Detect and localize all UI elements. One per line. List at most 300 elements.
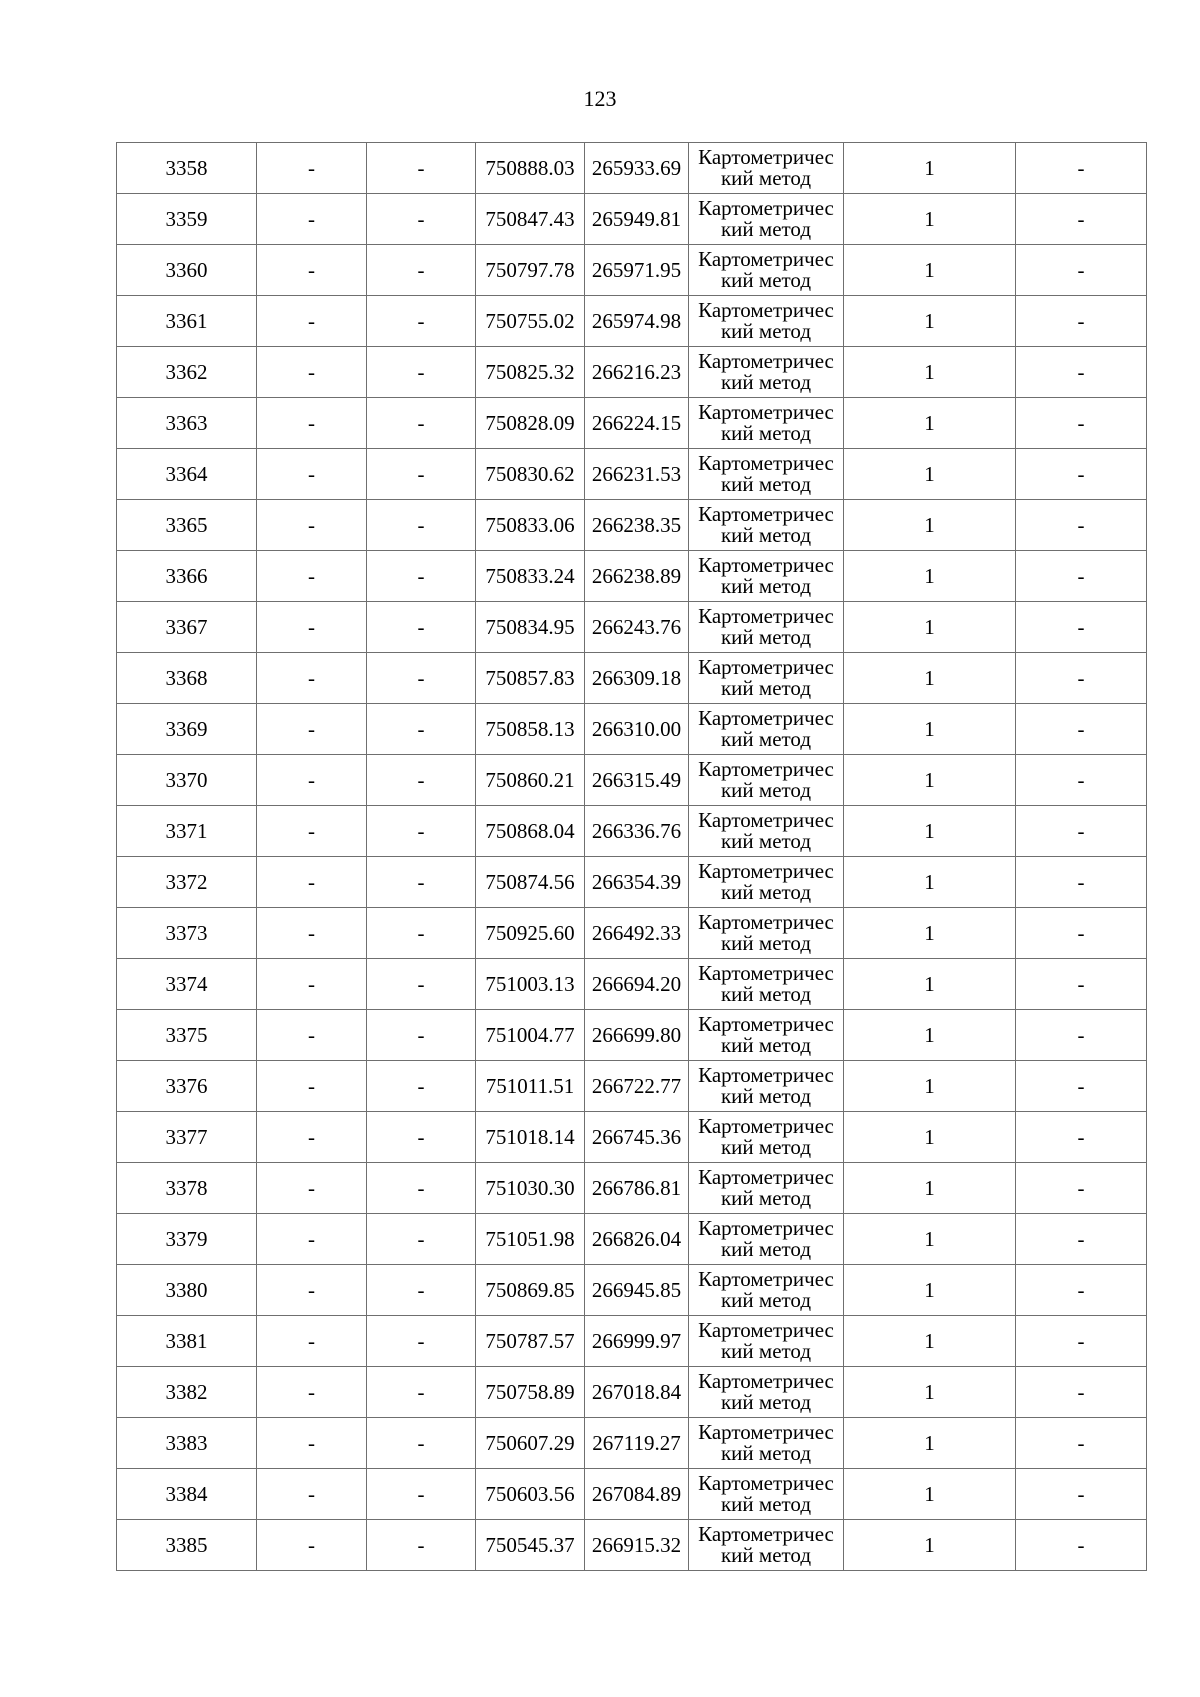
column-2-cell: - — [257, 1112, 367, 1163]
y-coordinate-cell: 267084.89 — [585, 1469, 689, 1520]
y-coordinate-cell: 266231.53 — [585, 449, 689, 500]
y-coordinate-cell: 266699.80 — [585, 1010, 689, 1061]
method-cell — [689, 653, 844, 704]
method-line-2: кий метод — [720, 1033, 812, 1057]
x-coordinate-cell: 750925.60 — [476, 908, 585, 959]
column-2-cell: - — [257, 551, 367, 602]
column-7-cell: 1 — [844, 857, 1016, 908]
column-3-cell: - — [367, 449, 476, 500]
column-7-cell: 1 — [844, 1265, 1016, 1316]
x-coordinate-cell: 750857.83 — [476, 653, 585, 704]
y-coordinate-cell: 266216.23 — [585, 347, 689, 398]
point-number-cell: 3363 — [117, 398, 257, 449]
method-line-2: кий метод — [720, 1135, 812, 1159]
x-coordinate-cell: 750607.29 — [476, 1418, 585, 1469]
column-2-cell: - — [257, 704, 367, 755]
table-row — [117, 653, 1147, 704]
y-coordinate-cell: 267119.27 — [585, 1418, 689, 1469]
x-coordinate-cell: 750545.37 — [476, 1520, 585, 1571]
method-cell — [689, 1265, 844, 1316]
x-coordinate-cell: 750869.85 — [476, 1265, 585, 1316]
method-cell — [689, 704, 844, 755]
table-row — [117, 959, 1147, 1010]
method-line-1: Картометричес — [698, 247, 834, 271]
method-line-2: кий метод — [720, 676, 812, 700]
column-7-cell: 1 — [844, 602, 1016, 653]
column-8-cell: - — [1016, 1163, 1147, 1214]
table-row — [117, 194, 1147, 245]
column-8-cell: - — [1016, 1418, 1147, 1469]
column-2-cell: - — [257, 755, 367, 806]
point-number-cell: 3365 — [117, 500, 257, 551]
point-number-cell: 3358 — [117, 143, 257, 194]
column-7-cell: 1 — [844, 1010, 1016, 1061]
method-line-1: Картометричес — [698, 910, 834, 934]
method-line-1: Картометричес — [698, 706, 834, 730]
method-line-2: кий метод — [720, 829, 812, 853]
y-coordinate-cell: 266915.32 — [585, 1520, 689, 1571]
x-coordinate-cell: 750860.21 — [476, 755, 585, 806]
table-row — [117, 857, 1147, 908]
point-number-cell: 3383 — [117, 1418, 257, 1469]
column-8-cell: - — [1016, 1061, 1147, 1112]
method-cell — [689, 857, 844, 908]
method-cell — [689, 602, 844, 653]
column-8-cell: - — [1016, 602, 1147, 653]
point-number-cell: 3370 — [117, 755, 257, 806]
column-3-cell: - — [367, 1112, 476, 1163]
y-coordinate-cell: 266224.15 — [585, 398, 689, 449]
method-cell — [689, 959, 844, 1010]
column-3-cell: - — [367, 653, 476, 704]
column-7-cell: 1 — [844, 1520, 1016, 1571]
method-cell — [689, 1061, 844, 1112]
column-7-cell: 1 — [844, 908, 1016, 959]
column-2-cell: - — [257, 194, 367, 245]
column-2-cell: - — [257, 1061, 367, 1112]
method-line-2: кий метод — [720, 1441, 812, 1465]
column-2-cell: - — [257, 1469, 367, 1520]
point-number-cell: 3377 — [117, 1112, 257, 1163]
point-number-cell: 3375 — [117, 1010, 257, 1061]
column-8-cell: - — [1016, 908, 1147, 959]
x-coordinate-cell: 750868.04 — [476, 806, 585, 857]
column-2-cell: - — [257, 857, 367, 908]
y-coordinate-cell: 265974.98 — [585, 296, 689, 347]
method-line-1: Картометричес — [698, 1063, 834, 1087]
column-3-cell: - — [367, 1520, 476, 1571]
column-3-cell: - — [367, 1163, 476, 1214]
table-row — [117, 347, 1147, 398]
table-row — [117, 1265, 1147, 1316]
column-2-cell: - — [257, 653, 367, 704]
method-line-2: кий метод — [720, 880, 812, 904]
method-cell — [689, 398, 844, 449]
column-7-cell: 1 — [844, 1418, 1016, 1469]
x-coordinate-cell: 750758.89 — [476, 1367, 585, 1418]
column-8-cell: - — [1016, 245, 1147, 296]
column-2-cell: - — [257, 449, 367, 500]
point-number-cell: 3385 — [117, 1520, 257, 1571]
method-line-1: Картометричес — [698, 1522, 834, 1546]
point-number-cell: 3372 — [117, 857, 257, 908]
method-line-2: кий метод — [720, 1492, 812, 1516]
x-coordinate-cell: 751030.30 — [476, 1163, 585, 1214]
column-3-cell: - — [367, 347, 476, 398]
y-coordinate-cell: 266826.04 — [585, 1214, 689, 1265]
y-coordinate-cell: 266310.00 — [585, 704, 689, 755]
method-line-1: Картометричес — [698, 604, 834, 628]
column-3-cell: - — [367, 143, 476, 194]
y-coordinate-cell: 266238.89 — [585, 551, 689, 602]
column-2-cell: - — [257, 959, 367, 1010]
column-8-cell: - — [1016, 806, 1147, 857]
method-line-1: Картометричес — [698, 1012, 834, 1036]
column-8-cell: - — [1016, 449, 1147, 500]
method-line-1: Картометричес — [698, 553, 834, 577]
method-line-2: кий метод — [720, 166, 812, 190]
column-8-cell: - — [1016, 500, 1147, 551]
method-line-1: Картометричес — [698, 502, 834, 526]
column-8-cell: - — [1016, 653, 1147, 704]
x-coordinate-cell: 750797.78 — [476, 245, 585, 296]
column-8-cell: - — [1016, 1265, 1147, 1316]
column-3-cell: - — [367, 1214, 476, 1265]
method-cell — [689, 1163, 844, 1214]
table-row — [117, 1112, 1147, 1163]
table-row — [117, 602, 1147, 653]
column-8-cell: - — [1016, 296, 1147, 347]
column-7-cell: 1 — [844, 704, 1016, 755]
method-cell — [689, 1316, 844, 1367]
method-line-1: Картометричес — [698, 808, 834, 832]
column-3-cell: - — [367, 1265, 476, 1316]
x-coordinate-cell: 751003.13 — [476, 959, 585, 1010]
y-coordinate-cell: 266999.97 — [585, 1316, 689, 1367]
column-7-cell: 1 — [844, 653, 1016, 704]
method-line-2: кий метод — [720, 1288, 812, 1312]
y-coordinate-cell: 266945.85 — [585, 1265, 689, 1316]
column-3-cell: - — [367, 245, 476, 296]
point-number-cell: 3382 — [117, 1367, 257, 1418]
method-cell — [689, 908, 844, 959]
column-2-cell: - — [257, 1265, 367, 1316]
x-coordinate-cell: 750755.02 — [476, 296, 585, 347]
method-line-1: Картометричес — [698, 1369, 834, 1393]
method-line-1: Картометричес — [698, 451, 834, 475]
table-row — [117, 1316, 1147, 1367]
method-line-1: Картометричес — [698, 349, 834, 373]
column-2-cell: - — [257, 245, 367, 296]
method-line-1: Картометричес — [698, 400, 834, 424]
column-8-cell: - — [1016, 1469, 1147, 1520]
x-coordinate-cell: 751004.77 — [476, 1010, 585, 1061]
y-coordinate-cell: 266722.77 — [585, 1061, 689, 1112]
x-coordinate-cell: 750858.13 — [476, 704, 585, 755]
method-line-2: кий метод — [720, 370, 812, 394]
table-row — [117, 755, 1147, 806]
column-2-cell: - — [257, 296, 367, 347]
point-number-cell: 3368 — [117, 653, 257, 704]
column-3-cell: - — [367, 1418, 476, 1469]
column-7-cell: 1 — [844, 398, 1016, 449]
method-cell — [689, 755, 844, 806]
table-row — [117, 245, 1147, 296]
method-cell — [689, 1214, 844, 1265]
column-8-cell: - — [1016, 1010, 1147, 1061]
method-cell — [689, 143, 844, 194]
x-coordinate-cell: 751011.51 — [476, 1061, 585, 1112]
method-line-2: кий метод — [720, 931, 812, 955]
table-row — [117, 143, 1147, 194]
column-7-cell: 1 — [844, 1469, 1016, 1520]
table-row — [117, 296, 1147, 347]
x-coordinate-cell: 750830.62 — [476, 449, 585, 500]
coordinates-table — [116, 142, 1147, 1571]
x-coordinate-cell: 750825.32 — [476, 347, 585, 398]
method-cell — [689, 194, 844, 245]
table-row — [117, 398, 1147, 449]
column-2-cell: - — [257, 1367, 367, 1418]
y-coordinate-cell: 266786.81 — [585, 1163, 689, 1214]
column-8-cell: - — [1016, 551, 1147, 602]
point-number-cell: 3362 — [117, 347, 257, 398]
column-7-cell: 1 — [844, 1316, 1016, 1367]
column-3-cell: - — [367, 194, 476, 245]
y-coordinate-cell: 267018.84 — [585, 1367, 689, 1418]
column-2-cell: - — [257, 1520, 367, 1571]
method-line-2: кий метод — [720, 727, 812, 751]
column-8-cell: - — [1016, 1367, 1147, 1418]
method-cell — [689, 1520, 844, 1571]
column-8-cell: - — [1016, 143, 1147, 194]
method-line-1: Картометричес — [698, 145, 834, 169]
column-8-cell: - — [1016, 1214, 1147, 1265]
column-8-cell: - — [1016, 194, 1147, 245]
method-line-2: кий метод — [720, 1084, 812, 1108]
point-number-cell: 3380 — [117, 1265, 257, 1316]
column-7-cell: 1 — [844, 245, 1016, 296]
y-coordinate-cell: 266238.35 — [585, 500, 689, 551]
table-row — [117, 1418, 1147, 1469]
column-3-cell: - — [367, 704, 476, 755]
point-number-cell: 3367 — [117, 602, 257, 653]
method-cell — [689, 806, 844, 857]
column-8-cell: - — [1016, 704, 1147, 755]
x-coordinate-cell: 750874.56 — [476, 857, 585, 908]
point-number-cell: 3381 — [117, 1316, 257, 1367]
method-cell — [689, 1418, 844, 1469]
y-coordinate-cell: 265933.69 — [585, 143, 689, 194]
method-line-2: кий метод — [720, 268, 812, 292]
column-3-cell: - — [367, 1469, 476, 1520]
column-2-cell: - — [257, 398, 367, 449]
method-line-2: кий метод — [720, 1237, 812, 1261]
method-line-1: Картометричес — [698, 1420, 834, 1444]
column-2-cell: - — [257, 1214, 367, 1265]
table-row — [117, 449, 1147, 500]
point-number-cell: 3371 — [117, 806, 257, 857]
column-2-cell: - — [257, 602, 367, 653]
column-8-cell: - — [1016, 347, 1147, 398]
column-3-cell: - — [367, 1061, 476, 1112]
point-number-cell: 3361 — [117, 296, 257, 347]
column-8-cell: - — [1016, 398, 1147, 449]
column-3-cell: - — [367, 959, 476, 1010]
point-number-cell: 3376 — [117, 1061, 257, 1112]
x-coordinate-cell: 750833.06 — [476, 500, 585, 551]
method-cell — [689, 1367, 844, 1418]
table-row — [117, 1163, 1147, 1214]
x-coordinate-cell: 750834.95 — [476, 602, 585, 653]
method-cell — [689, 551, 844, 602]
point-number-cell: 3384 — [117, 1469, 257, 1520]
method-line-1: Картометричес — [698, 196, 834, 220]
column-7-cell: 1 — [844, 959, 1016, 1010]
y-coordinate-cell: 265971.95 — [585, 245, 689, 296]
point-number-cell: 3369 — [117, 704, 257, 755]
method-line-1: Картометричес — [698, 1114, 834, 1138]
column-2-cell: - — [257, 1163, 367, 1214]
y-coordinate-cell: 266354.39 — [585, 857, 689, 908]
column-8-cell: - — [1016, 1520, 1147, 1571]
method-line-1: Картометричес — [698, 1165, 834, 1189]
method-line-2: кий метод — [720, 472, 812, 496]
y-coordinate-cell: 265949.81 — [585, 194, 689, 245]
column-7-cell: 1 — [844, 1367, 1016, 1418]
method-line-2: кий метод — [720, 523, 812, 547]
table-row — [117, 806, 1147, 857]
method-line-2: кий метод — [720, 217, 812, 241]
column-8-cell: - — [1016, 755, 1147, 806]
column-2-cell: - — [257, 908, 367, 959]
y-coordinate-cell: 266492.33 — [585, 908, 689, 959]
column-7-cell: 1 — [844, 755, 1016, 806]
method-line-1: Картометричес — [698, 1471, 834, 1495]
column-3-cell: - — [367, 500, 476, 551]
method-cell — [689, 1469, 844, 1520]
column-2-cell: - — [257, 347, 367, 398]
table-row — [117, 1214, 1147, 1265]
table-row — [117, 1061, 1147, 1112]
x-coordinate-cell: 750828.09 — [476, 398, 585, 449]
column-3-cell: - — [367, 755, 476, 806]
column-7-cell: 1 — [844, 1061, 1016, 1112]
x-coordinate-cell: 750888.03 — [476, 143, 585, 194]
y-coordinate-cell: 266315.49 — [585, 755, 689, 806]
table-row — [117, 1367, 1147, 1418]
method-line-1: Картометричес — [698, 298, 834, 322]
method-cell — [689, 1010, 844, 1061]
column-3-cell: - — [367, 806, 476, 857]
page-number: 123 — [583, 86, 617, 111]
method-line-2: кий метод — [720, 778, 812, 802]
column-3-cell: - — [367, 296, 476, 347]
x-coordinate-cell: 751018.14 — [476, 1112, 585, 1163]
method-cell — [689, 500, 844, 551]
y-coordinate-cell: 266694.20 — [585, 959, 689, 1010]
method-line-1: Картометричес — [698, 1267, 834, 1291]
method-line-2: кий метод — [720, 1543, 812, 1567]
column-8-cell: - — [1016, 1112, 1147, 1163]
table-row — [117, 704, 1147, 755]
x-coordinate-cell: 750787.57 — [476, 1316, 585, 1367]
point-number-cell: 3364 — [117, 449, 257, 500]
method-line-2: кий метод — [720, 421, 812, 445]
column-2-cell: - — [257, 1316, 367, 1367]
column-2-cell: - — [257, 500, 367, 551]
point-number-cell: 3366 — [117, 551, 257, 602]
column-7-cell: 1 — [844, 1163, 1016, 1214]
column-7-cell: 1 — [844, 1112, 1016, 1163]
column-8-cell: - — [1016, 1316, 1147, 1367]
column-7-cell: 1 — [844, 551, 1016, 602]
column-8-cell: - — [1016, 959, 1147, 1010]
column-7-cell: 1 — [844, 194, 1016, 245]
method-line-2: кий метод — [720, 1339, 812, 1363]
column-2-cell: - — [257, 1010, 367, 1061]
method-line-1: Картометричес — [698, 1216, 834, 1240]
column-7-cell: 1 — [844, 500, 1016, 551]
table-row — [117, 500, 1147, 551]
column-2-cell: - — [257, 143, 367, 194]
y-coordinate-cell: 266745.36 — [585, 1112, 689, 1163]
x-coordinate-cell: 750603.56 — [476, 1469, 585, 1520]
table-body — [117, 143, 1147, 1571]
method-cell — [689, 449, 844, 500]
column-7-cell: 1 — [844, 296, 1016, 347]
y-coordinate-cell: 266309.18 — [585, 653, 689, 704]
column-3-cell: - — [367, 398, 476, 449]
table-row — [117, 1469, 1147, 1520]
method-line-2: кий метод — [720, 625, 812, 649]
method-cell — [689, 245, 844, 296]
column-3-cell: - — [367, 602, 476, 653]
method-line-2: кий метод — [720, 1390, 812, 1414]
x-coordinate-cell: 750833.24 — [476, 551, 585, 602]
column-3-cell: - — [367, 551, 476, 602]
column-2-cell: - — [257, 806, 367, 857]
method-cell — [689, 296, 844, 347]
y-coordinate-cell: 266243.76 — [585, 602, 689, 653]
table-row — [117, 1520, 1147, 1571]
method-cell — [689, 347, 844, 398]
method-line-2: кий метод — [720, 982, 812, 1006]
column-7-cell: 1 — [844, 449, 1016, 500]
point-number-cell: 3378 — [117, 1163, 257, 1214]
point-number-cell: 3360 — [117, 245, 257, 296]
method-line-1: Картометричес — [698, 1318, 834, 1342]
table-row — [117, 908, 1147, 959]
point-number-cell: 3379 — [117, 1214, 257, 1265]
column-2-cell: - — [257, 1418, 367, 1469]
table-row — [117, 1010, 1147, 1061]
method-line-1: Картометричес — [698, 859, 834, 883]
column-7-cell: 1 — [844, 143, 1016, 194]
table-row — [117, 551, 1147, 602]
x-coordinate-cell: 751051.98 — [476, 1214, 585, 1265]
method-cell — [689, 1112, 844, 1163]
column-3-cell: - — [367, 1010, 476, 1061]
point-number-cell: 3359 — [117, 194, 257, 245]
point-number-cell: 3373 — [117, 908, 257, 959]
column-3-cell: - — [367, 1367, 476, 1418]
x-coordinate-cell: 750847.43 — [476, 194, 585, 245]
method-line-2: кий метод — [720, 1186, 812, 1210]
method-line-2: кий метод — [720, 574, 812, 598]
method-line-1: Картометричес — [698, 961, 834, 985]
method-line-1: Картометричес — [698, 757, 834, 781]
